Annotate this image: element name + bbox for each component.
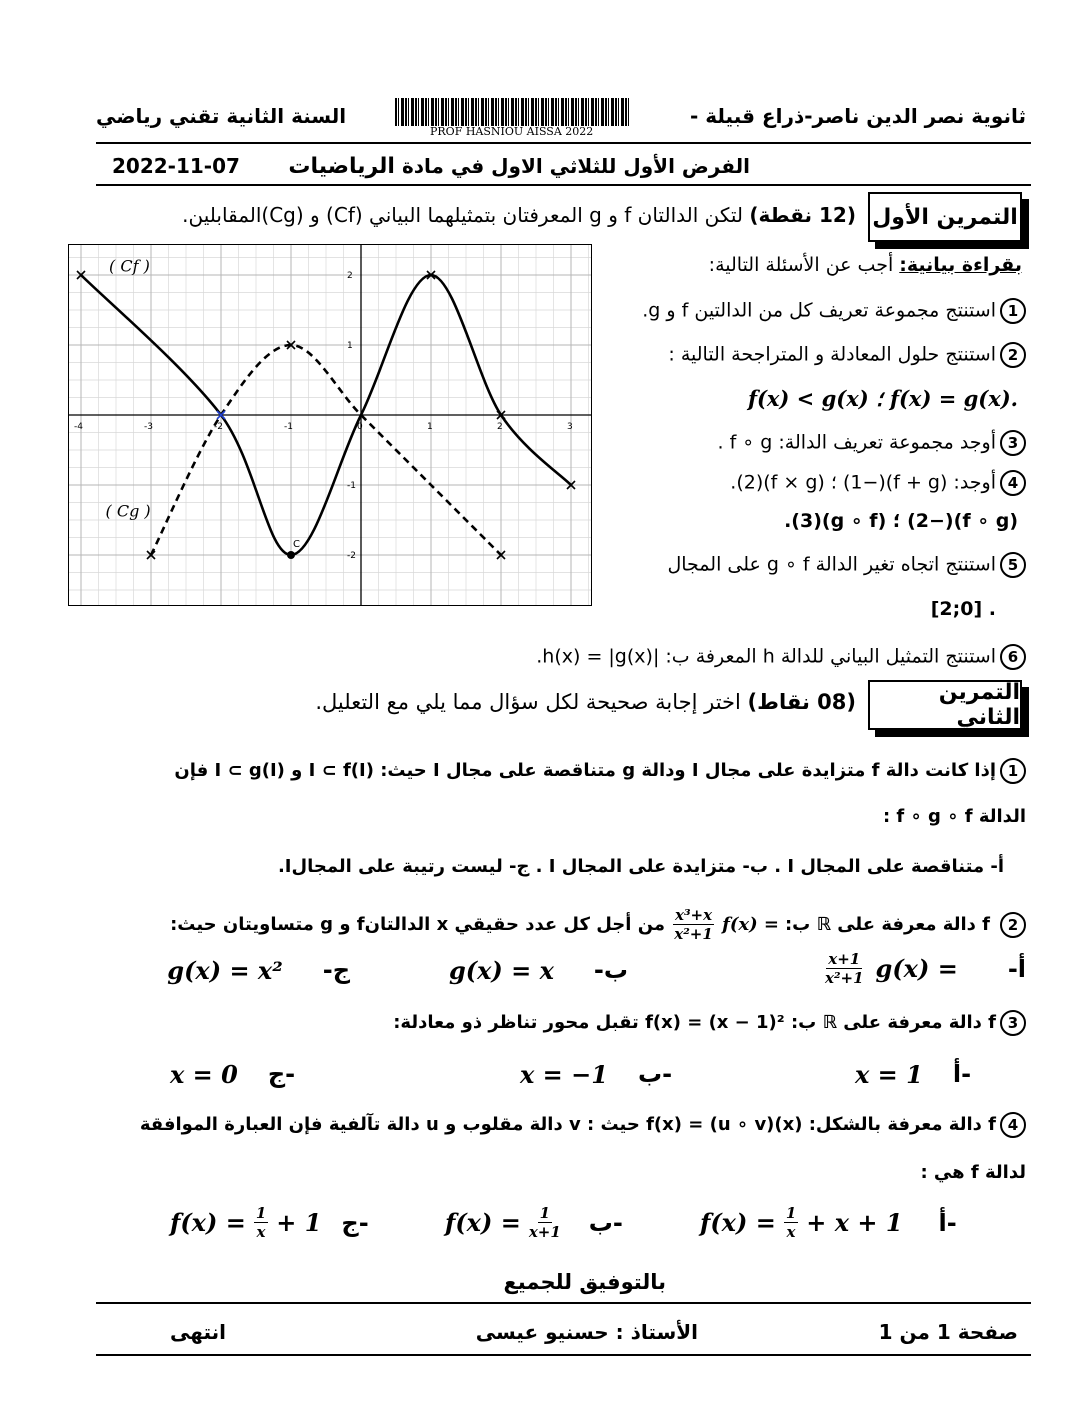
ex1-question-5: 5استنتج اتجاه تغير الدالة g ∘ f على المجال [667, 552, 1026, 578]
ex2-question-1: 1إذا كانت دالة f متزايدة على مجال I ودالة g متناقصة على مجال I حيث: I ⊂ f(I) و I ⊂ g(I) فإن [174, 758, 1026, 784]
school-name: ثانوية نصر الدين ناصر-ذراع قبيلة - [689, 104, 1026, 128]
number-2-icon: 2 [1000, 912, 1026, 938]
reading-instruction: بقراءة بيانية: أجب عن الأسئلة التالية: [708, 254, 1022, 276]
ex1-question-4b: (f ∘ g)(−2) ؛ (g ∘ f)(3). [784, 510, 1018, 532]
x-tick-label: -1 [284, 422, 293, 432]
footer-rule [96, 1302, 1031, 1304]
teacher-name: الأستاذ : حسنيو عيسى [475, 1320, 698, 1344]
number-4-icon: 4 [1000, 1112, 1026, 1138]
footer-rule-2 [96, 1354, 1031, 1356]
good-luck: بالتوفيق للجميع [503, 1270, 666, 1294]
exercise2-intro: (08 نقاط) اختر إجابة صحيحة لكل سؤال مما يلي مع التعليل. [315, 690, 856, 714]
point-c [287, 551, 295, 559]
y-tick-label: 2 [347, 271, 353, 281]
ex2-question-4: 4f دالة معرفة بالشكل: f(x) = (u ∘ v)(x) حيث : v دالة مقلوب و u دالة تآلفية فإن العبارة الموافقة [140, 1112, 1026, 1138]
ex1-question-2-math: f(x) < g(x) ؛ f(x) = g(x). [747, 386, 1018, 411]
ex2-question-4-option-a: f(x) = $\frac{1}{x}$ + x + 1 أ- [700, 1204, 957, 1241]
end-mark: انتهى [170, 1320, 226, 1344]
exercise1-title: التمرين الأول [868, 192, 1022, 242]
ex1-question-4: 4أوجد: (f + g)(−1) ؛ (f × g)(2). [730, 470, 1026, 496]
x-tick-label: -2 [214, 422, 223, 432]
ex1-question-2: 2استنتج حلول المعادلة و المتراجحة التالية : [668, 342, 1026, 368]
barcode [395, 98, 630, 126]
function-graph [69, 245, 591, 605]
ex2-question-2: 2 f دالة معرفة على ℝ ب: f(x) = $\frac{\text{x³+x}}{\text{x²+1}}$ من أجل كل عدد حقيقي x الدالتانf و g متساويتان حيث: [170, 906, 1026, 943]
cg-label: ( Cg ) [105, 501, 151, 521]
exercise2-title: التمرين الثاني [868, 680, 1022, 730]
ex2-question-3-option-a: x = 1 أ- [855, 1060, 972, 1089]
cf-label: ( Cf ) [109, 256, 150, 276]
number-6-icon: 6 [1000, 644, 1026, 670]
x-tick-label: 3 [567, 422, 573, 432]
number-1-icon: 1 [1000, 758, 1026, 784]
ex2-question-3-option-c: x = 0 ج- [170, 1060, 296, 1089]
ex2-question-4-line2: لدالة f هي : [920, 1162, 1026, 1183]
x-tick-label: -3 [144, 422, 153, 432]
header-rule [96, 142, 1031, 144]
ex2-question-1-line2: الدالة f ∘ g ∘ f : [882, 806, 1026, 827]
number-4-icon: 4 [1000, 470, 1026, 496]
exercise1-intro: (12 نقطة) لتكن الدالتان f و g المعرفتان بتمثيلهما البياني (Cf) و (Cg)المقابلين. [182, 203, 856, 227]
ex2-question-4-option-c: f(x) = $\frac{1}{x}$ + 1 ج- [170, 1204, 369, 1241]
ex1-question-1: 1استنتج مجموعة تعريف كل من الدالتين f و g. [642, 298, 1026, 324]
number-2-icon: 2 [1000, 342, 1026, 368]
x-tick-label: 1 [427, 422, 433, 432]
number-1-icon: 1 [1000, 298, 1026, 324]
x-tick-label: 2 [497, 422, 503, 432]
ex2-question-3: 3f دالة معرفة على ℝ ب: f(x) = (x − 1)² تقبل محور تناظر ذو معادلة: [393, 1010, 1026, 1036]
exam-date: 2022-11-07 [112, 154, 240, 178]
exam-title: الفرض الأول للثلاثي الاول في مادة الرياضيات [288, 154, 750, 179]
ex2-question-2-option-c: ج- g(x) = x² [167, 956, 350, 985]
barcode-text: PROF HASNIOU AISSA 2022 [430, 125, 594, 138]
ex2-question-4-option-b: f(x) = $\frac{1}{x+1}$ ب- [445, 1204, 623, 1241]
header-rule-2 [96, 184, 1031, 186]
x-tick-label: 0 [357, 422, 363, 432]
ex1-question-6: 6استنتج التمثيل البياني للدالة h المعرفة ب: |h(x) = |g(x). [536, 644, 1026, 670]
page-number: صفحة 1 من 1 [878, 1320, 1018, 1344]
point-c-label: C [293, 539, 300, 550]
x-tick-label: -4 [74, 422, 83, 432]
number-5-icon: 5 [1000, 552, 1026, 578]
ex1-question-3: 3أوجد مجموعة تعريف الدالة: f ∘ g . [717, 430, 1026, 456]
number-3-icon: 3 [1000, 1010, 1026, 1036]
y-tick-label: -2 [347, 551, 356, 561]
y-tick-label: -1 [347, 481, 356, 491]
class-level: السنة الثانية تقني رياضي [96, 104, 347, 128]
ex2-question-3-option-b: x = −1 ب- [520, 1060, 673, 1089]
ex2-question-2-option-b: ب- g(x) = x [448, 956, 628, 985]
ex1-question-5b: . [0;2] [930, 598, 996, 620]
graph-frame [68, 244, 592, 606]
ex2-question-2-option-a: أ- g(x) = $\frac{x+1}{\text{x²+1}}$ [825, 950, 1026, 987]
ex2-question-1-options: أ- متناقصة على المجال I . ب- متزايدة على المجال I . ج- ليست رتيبة على المجالI. [277, 856, 1004, 877]
y-tick-label: 1 [347, 341, 353, 351]
number-3-icon: 3 [1000, 430, 1026, 456]
